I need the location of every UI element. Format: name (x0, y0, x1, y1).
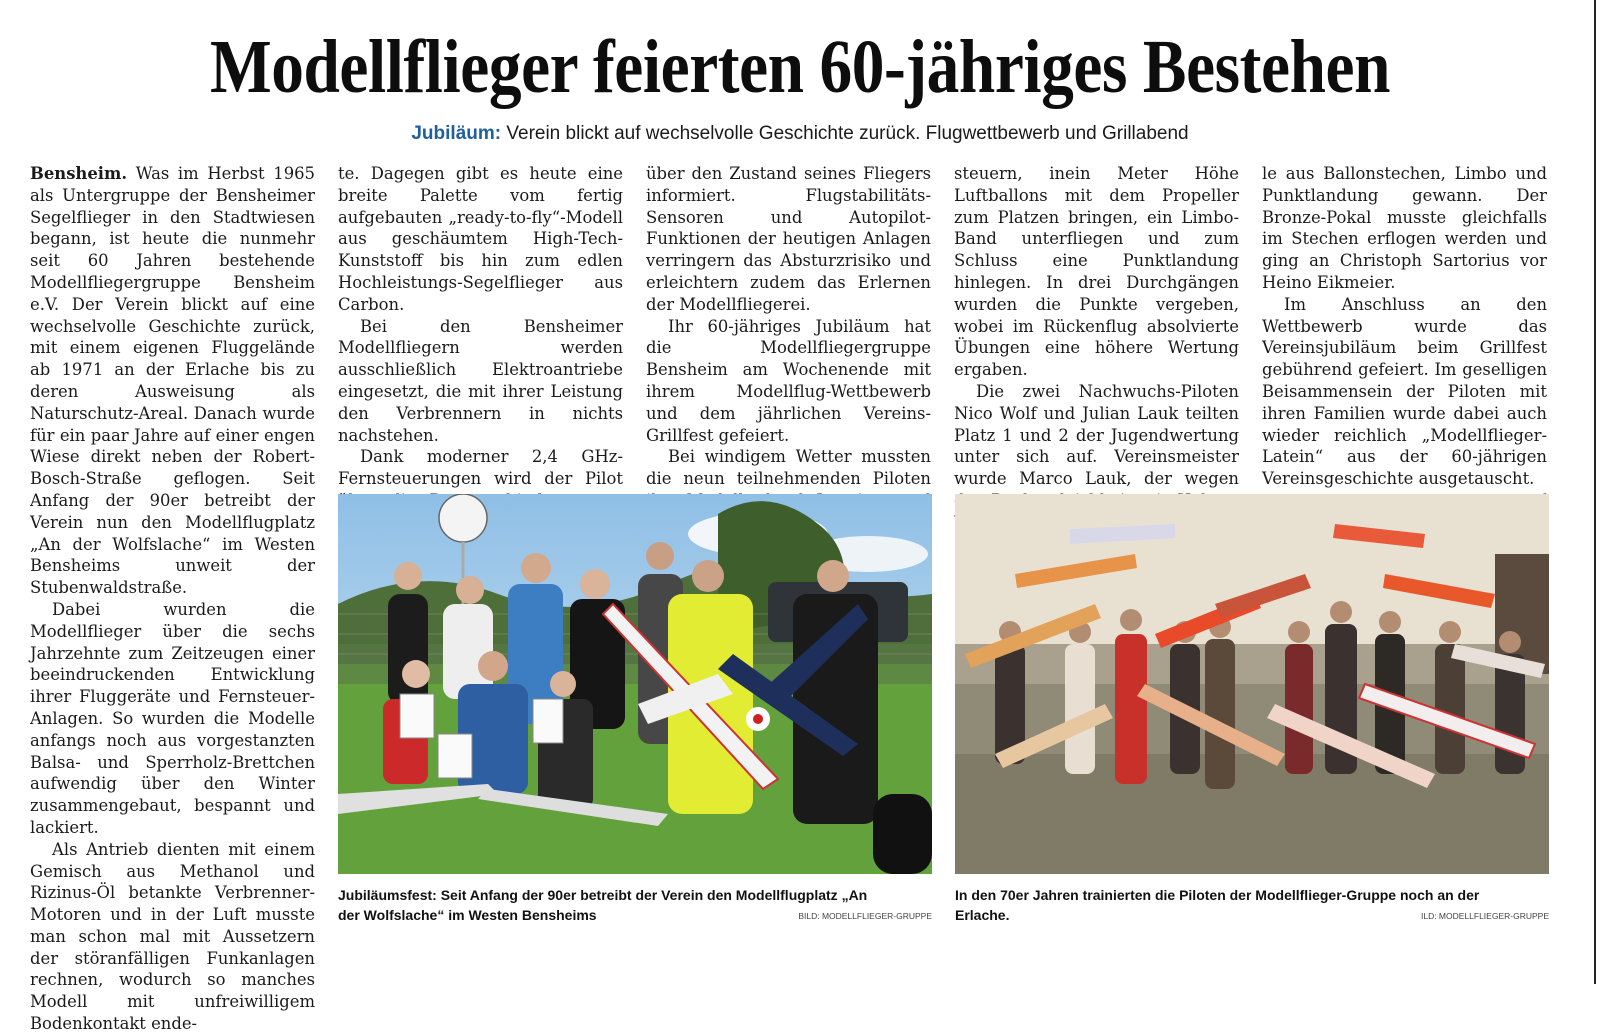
club-photo-caption: Jubiläumsfest: Seit Anfang der 90er betreibt der Verein den Modellflugplatz „An der Wolfslache“ im Westen Bensheims (338, 887, 868, 923)
paragraph: Dabei wurden die Modellflieger über die sechs Jahrzehnte zum Zeitzeugen einer beeindruckenden Entwicklung ihrer Fluggeräte und Fernsteuer-Anlagen. So wurden die Modelle anfangs noch aus vorgestanzten Balsa- und Sperrholz-Brettchen aufwendig über den Winter zusammengebaut, bespannt und lackiert. (30, 599, 315, 837)
vintage-photo-credit: ILD: MODELLFLIEGER-GRUPPE (1420, 911, 1549, 921)
paragraph: Dank moderner 2,4 GHz-Fernsteuerungen wird der Pilot (338, 447, 623, 489)
text-column-3 (646, 163, 931, 534)
article-subheadline (0, 122, 1600, 146)
vintage-pilots-photo-image (955, 494, 1549, 874)
club-group-photo-image (338, 494, 932, 874)
text-column-5 (1262, 163, 1547, 512)
club-group-photo (338, 494, 932, 874)
paragraph: Als Antrieb dienten mit einem Gemisch aus Methanol und Rizinus-Öl betankte Verbrenner-Motoren und in der Luft musste man schon mal mit Aussetzern der störanfälligen Funkanlagen rechnen, wodurch so manches Modell mit unfreiwilligem Bodenkontakt ende- (30, 839, 315, 1034)
dateline: Bensheim. (30, 164, 128, 183)
text-column-2 (338, 163, 623, 534)
paragraph: Die zwei Nachwuchs-Piloten Nico Wolf und Julian Lauk teilten Platz 1 und 2 der Jugendwertung unter sich auf. Vereinsmeister wurde Marco Lauk, der wegen (954, 381, 1239, 489)
text-column-1 (30, 163, 315, 1035)
paragraph (30, 163, 315, 599)
page-edge-rule (1594, 0, 1596, 984)
paragraph-text: Was im Herbst 1965 als Untergruppe der Bensheimer Segelflieger in den Stadtwiesen begann, ist heute die nunmehr seit 60 Jahren bestehende Modellfliegergruppe Bensheim e.V. Der Verein blickt auf eine wechselvolle Geschichte zurück, mit einem eigenen Fluggelände ab 1971 an der Erlache bis zu deren Ausweisung als Naturschutz-Areal. Danach wurde für ein paar Jahre auf einer engen Wiese direkt neben der Robert-Bosch-Straße geflogen. Seit Anfang der 90er betreibt der Verein nun den Modellflugplatz „An der Wolfslache“ im Westen Bensheims unweit der Stubenwaldstraße. (30, 164, 315, 598)
text-column-4 (954, 163, 1239, 534)
paragraph: über den Zustand seines Fliegers informiert. Flugstabilitäts-Sensoren und Autopilot-Funktionen der heutigen Anlagen verringern das Absturzrisiko und erleichtern zudem das Erlernen der Modellfliegerei. (646, 164, 931, 314)
vintage-pilots-photo (955, 494, 1549, 874)
club-photo-credit: BILD: MODELLFLIEGER-GRUPPE (798, 911, 932, 921)
paragraph (1262, 294, 1547, 490)
vintage-photo-caption: In den 70er Jahren trainierten die Piloten der Modellflieger-Gruppe noch an der Erlache. (955, 887, 1480, 923)
paragraph: steuern, inein Meter Höhe Luftballons mit dem Propeller zum Platzen bringen, ein Limbo-Band unterfliegen und zum Schluss eine Punktlandung hinlegen. In drei Durchgängen wurden die Punkte vergeben, wobei im Rückenflug absolvierte Übungen eine höhere Wertung ergaben. (954, 164, 1239, 380)
paragraph-text: Im Anschluss an den Wettbewerb wurde das Vereinsjubiläum beim Grillfest gebührend gefeiert. Im geselligen Beisammensein der Piloten mit ihren Familien wurde dabei auch wieder reichlich „Modellflieger-Latein“ aus der 60-jährigen Vereinsgeschichte ausgetauscht. (1262, 294, 1547, 489)
paragraph: Bei den Bensheimer Modellfliegern werden ausschließlich Elektroantriebe eingesetzt, die mit ihrer Leistung den Verbrennern in nichts nachstehen. (338, 316, 623, 445)
article-kicker: Jubiläum: (411, 123, 502, 144)
paragraph: le aus Ballonstechen, Limbo und Punktlandung gewann. Der Bronze-Pokal musste gleichfalls im Stechen erflogen werden und ging an Christoph Sartorius vor Heino Eikmeier. (1262, 164, 1547, 292)
paragraph: Bei windigem Wetter mussten die neun teilnehmenden Piloten (646, 447, 931, 489)
subheadline-text: Verein blickt auf wechselvolle Geschichte zurück. Flugwettbewerb und Grillabend (506, 123, 1189, 144)
paragraph: te. Dagegen gibt es heute eine breite Palette vom fertig aufgebauten „ready-to-fly“-Modell aus geschäumtem High-Tech-Kunststoff bis hin zum edlen Hochleistungs-Segelflieger aus Carbon. (338, 164, 623, 314)
article-headline: Modellflieger feierten 60-jähriges Bestehen (209, 25, 1391, 109)
paragraph: Ihr 60-jähriges Jubiläum hat die Modellfliegergruppe Bensheim am Wochenende mit ihrem Modellflug-Wettbewerb und dem jährlichen Vereins-Grillfest gefeiert. (646, 316, 931, 445)
